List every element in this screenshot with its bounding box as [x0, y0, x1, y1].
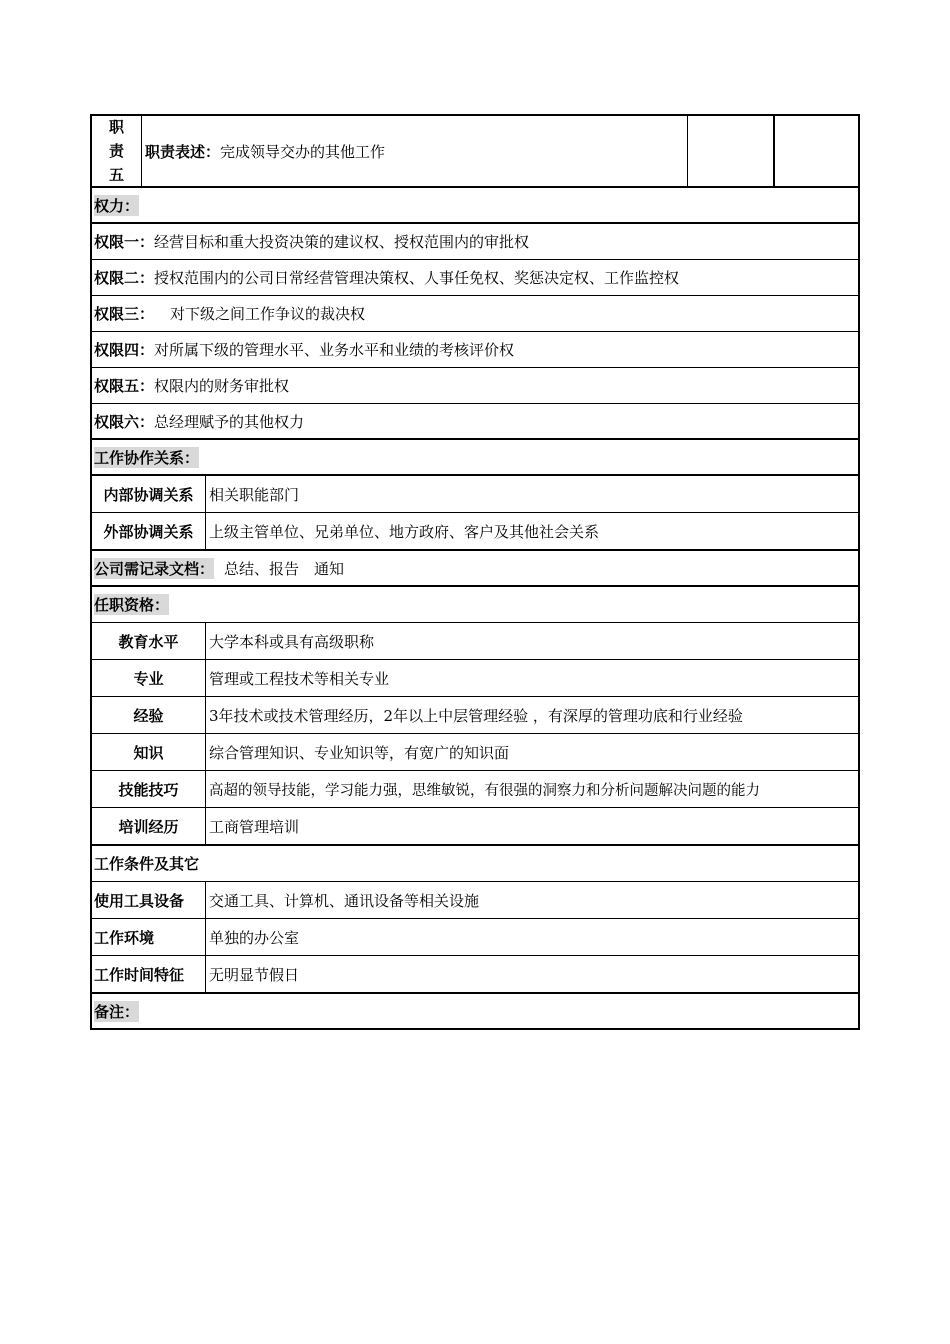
authority-text: 经营目标和重大投资决策的建议权、授权范围内的审批权 — [154, 233, 530, 251]
authority-row — [90, 224, 860, 260]
qualification-row — [90, 623, 860, 660]
authority-label: 权限二： — [94, 269, 155, 287]
conditions-value: 无明显节假日 — [209, 965, 300, 984]
duty-description-label: 职责表述： — [145, 142, 221, 161]
duty-empty-cell — [775, 115, 858, 187]
authority-row — [90, 332, 860, 368]
qualification-heading: 任职资格： — [94, 596, 170, 614]
authority-text: 授权范围内的公司日常经营管理决策权、人事任免权、奖惩决定权、工作监控权 — [154, 269, 680, 287]
cooperation-value: 上级主管单位、兄弟单位、地方政府、客户及其他社会关系 — [209, 522, 600, 541]
qualification-row — [90, 734, 860, 771]
job-description-table — [90, 114, 860, 1030]
qualification-row — [90, 771, 860, 808]
duty-side-char: 责 — [108, 142, 124, 160]
duty-description-text: 完成领导交办的其他工作 — [220, 142, 386, 161]
authority-row — [90, 368, 860, 404]
qualification-label: 教育水平 — [92, 623, 206, 659]
authority-label: 权限六： — [94, 412, 155, 431]
authority-section-header — [90, 188, 860, 224]
documents-value: 总结、报告 通知 — [224, 559, 345, 578]
qualification-value: 大学本科或具有高级职称 — [209, 632, 375, 651]
cooperation-value: 相关职能部门 — [209, 485, 300, 504]
duty-description-cell — [142, 115, 688, 187]
qualification-value: 高超的领导技能，学习能力强，思维敏锐，有很强的洞察力和分析问题解决问题的能力 — [209, 782, 760, 799]
qualification-value: 管理或工程技术等相关专业 — [209, 669, 390, 688]
conditions-section-header — [90, 846, 860, 882]
documents-label: 公司需记录文档： — [94, 559, 215, 578]
conditions-row — [90, 956, 860, 994]
qualification-section-header — [90, 587, 860, 623]
duty-five-row — [90, 114, 860, 188]
qualification-label: 经验 — [92, 697, 206, 733]
conditions-heading: 工作条件及其它 — [94, 855, 200, 873]
cooperation-label: 外部协调关系 — [92, 513, 206, 549]
conditions-label: 工作时间特征 — [92, 956, 206, 992]
duty-number-cell — [92, 115, 142, 187]
qualification-value: 3年技术或技术管理经历，2年以上中层管理经验 ，有深厚的管理功底和行业经验 — [209, 706, 743, 725]
authority-label: 权限四： — [94, 341, 155, 359]
documents-row — [90, 551, 860, 587]
remarks-heading: 备注： — [94, 1002, 140, 1021]
cooperation-heading: 工作协作关系： — [94, 448, 200, 467]
qualification-label: 专业 — [92, 660, 206, 696]
conditions-value: 交通工具、计算机、通讯设备等相关设施 — [209, 891, 480, 910]
duty-side-char: 职 — [108, 118, 124, 136]
duty-empty-cell — [688, 115, 775, 187]
duty-side-char: 五 — [108, 166, 124, 184]
authority-text: 总经理赋予的其他权力 — [154, 412, 305, 431]
qualification-value: 工商管理培训 — [209, 817, 300, 836]
authority-text: 对下级之间工作争议的裁决权 — [170, 305, 366, 323]
conditions-label: 使用工具设备 — [92, 882, 206, 918]
authority-label: 权限一： — [94, 233, 155, 251]
qualification-label: 技能技巧 — [92, 771, 206, 807]
authority-label: 权限三： — [94, 305, 155, 323]
authority-text: 权限内的财务审批权 — [154, 377, 290, 395]
qualification-value: 综合管理知识、专业知识等，有宽广的知识面 — [209, 743, 510, 762]
conditions-row — [90, 882, 860, 919]
qualification-label: 知识 — [92, 734, 206, 770]
qualification-row — [90, 808, 860, 846]
qualification-row — [90, 660, 860, 697]
authority-heading: 权力： — [94, 196, 140, 215]
cooperation-row — [90, 476, 860, 513]
authority-row — [90, 404, 860, 440]
authority-row — [90, 296, 860, 332]
conditions-label: 工作环境 — [92, 919, 206, 955]
cooperation-section-header — [90, 440, 860, 476]
authority-row — [90, 260, 860, 296]
cooperation-label: 内部协调关系 — [92, 476, 206, 512]
qualification-row — [90, 697, 860, 734]
cooperation-row — [90, 513, 860, 551]
authority-label: 权限五： — [94, 377, 155, 395]
conditions-row — [90, 919, 860, 956]
authority-text: 对所属下级的管理水平、业务水平和业绩的考核评价权 — [154, 341, 515, 359]
conditions-value: 单独的办公室 — [209, 928, 300, 947]
qualification-label: 培训经历 — [92, 808, 206, 844]
remarks-row — [90, 994, 860, 1030]
